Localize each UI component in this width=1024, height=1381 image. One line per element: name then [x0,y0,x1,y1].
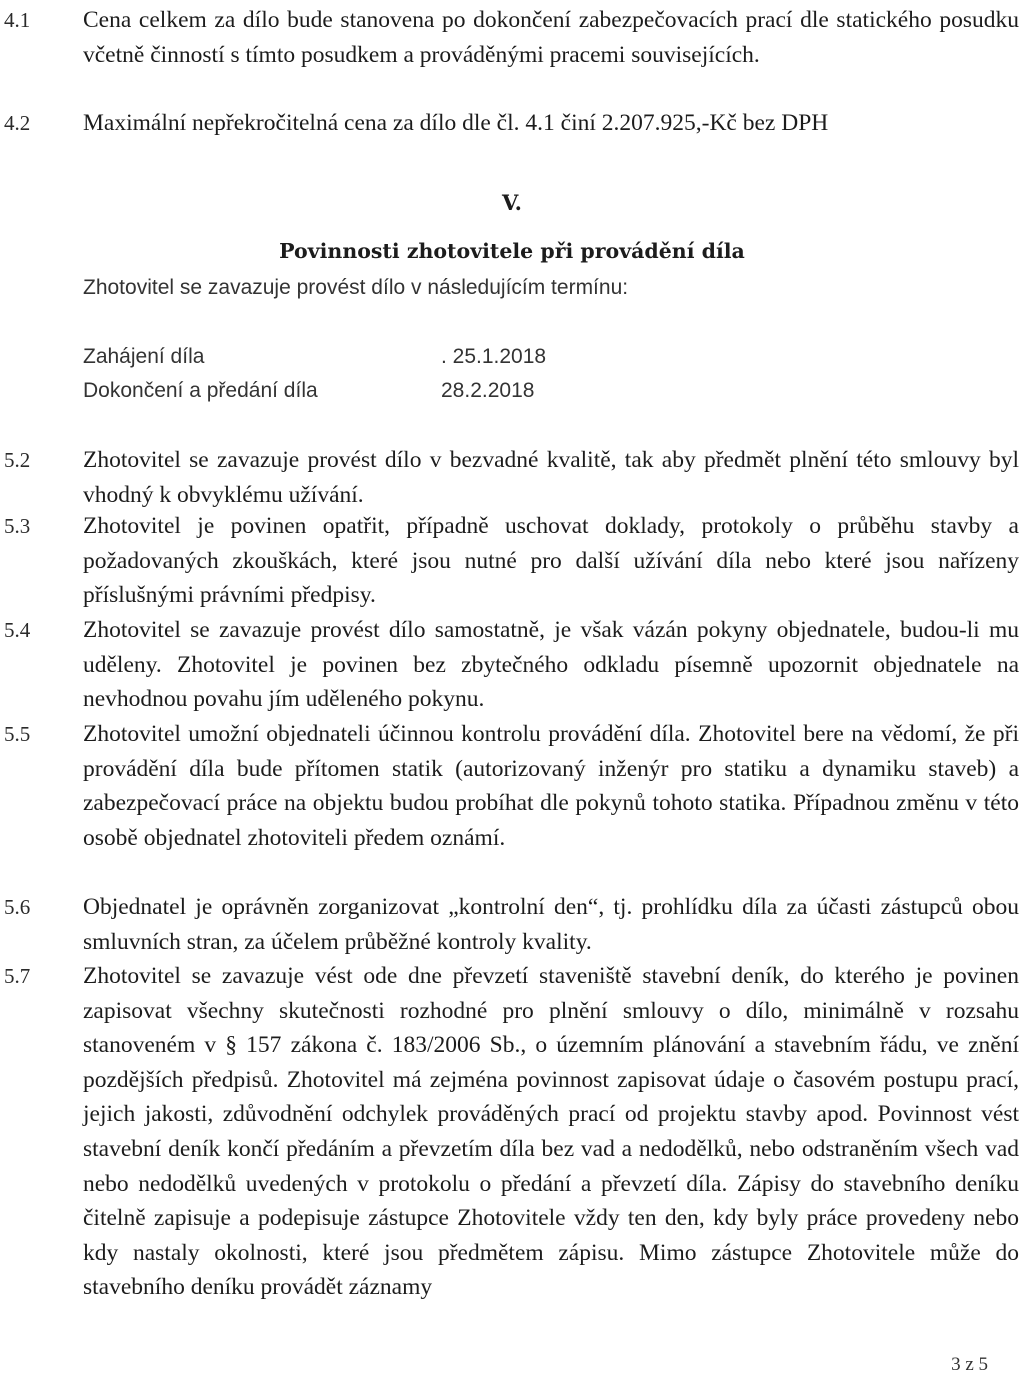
clause-text: Zhotovitel je povinen opatřit, případně uschovat doklady, protokoly o průběhu stavby a požadovaných zkouškách, které jsou nutné pro další užívání díla nebo které jsou nařízeny příslušnými právními předpisy. [83,513,1019,609]
clause-number: 4.1 [4,8,31,32]
clause-number: 4.2 [4,111,31,135]
clause-text: Zhotovitel se zavazuje provést dílo samostatně, je však vázán pokyny objednatele, budou-li mu uděleny. Zhotovitel je povinen bez zbytečného odkladu písemně upozornit objednatele na nevhodnou povahu jím uděleného pokynu. [83,617,1019,713]
clause-text: Maximální nepřekročitelná cena za dílo dle čl. 4.1 činí 2.207.925,-Kč bez DPH [83,110,829,136]
clause-text: Zhotovitel se zavazuje vést ode dne převzetí staveniště stavební deník, do kterého je povinen zapisovat všechny skutečnosti rozhodné pro plnění smlouvy o dílo, minimálně v rozsahu stanoveném v § 157 zákona č. 183/2006 Sb., o územním plánování a stavebním řádu, ve znění pozdějších předpisů. Zhotovitel má zejména povinnost zapisovat údaje o časovém postupu prací, jejich jakosti, zdůvodnění odchylek prováděných prací od projektu stavby apod. Povinnost vést stavební deník končí předáním a převzetím díla bez vad a nedodělků, nebo odstraněním všech vad nebo nedodělků uvedených v protokolu o předání a převzetí díla. Zápisy do stavebního deníku čitelně zapisuje a podepisuje zástupce Zhotovitele vždy ten den, kdy byly práce provedeny nebo kdy nastaly okolnosti, které jsou předmětem zápisu. Mimo zástupce Zhotovitele může do stavebního deníku provádět záznamy [83,963,1019,1301]
clause-text: Zhotovitel umožní objednateli účinnou kontrolu provádění díla. Zhotovitel bere na vědomí, že při provádění díla bude přítomen statik (autorizovaný inženýr pro statiku a dynamiku staveb) a zabezpečovací práce na objektu budou probíhat dle pokynů tohoto statika. Případnou změnu v této osobě objednatel zhotoviteli předem oznámí. [83,721,1019,851]
clause-text: Zhotovitel se zavazuje provést dílo v bezvadné kvalitě, tak aby předmět plnění této smlouvy byl vhodný k obvyklému užívání. [83,447,1019,508]
clause-text: Cena celkem za dílo bude stanovena po dokončení zabezpečovacích prací dle statického posudku včetně činností s tímto posudkem a prováděnými pracemi souvisejících. [83,7,1019,68]
clause-text: Objednatel je oprávněn zorganizovat „kontrolní den“, tj. prohlídku díla za účasti zástupců obou smluvních stran, za účelem průběžné kontroly kvality. [83,894,1019,955]
section-title: Povinnosti zhotovitele při provádění díla [279,239,745,263]
clause-number: 5.6 [4,895,31,919]
clause-number: 5.7 [4,964,31,988]
page-number: 3 z 5 [951,1354,988,1375]
clause-number: 5.2 [4,448,31,472]
section-number: V. [502,190,522,215]
schedule-label: Zahájení díla [83,345,205,368]
schedule-label: Dokončení a předání díla [83,379,318,402]
section-intro: Zhotovitel se zavazuje provést dílo v následujícím termínu: [83,276,629,299]
schedule-date: 28.2.2018 [441,379,535,402]
clause-number: 5.4 [4,618,31,642]
clause-number: 5.5 [4,722,31,746]
clause-number: 5.3 [4,514,31,538]
schedule-date: . 25.1.2018 [441,345,547,368]
